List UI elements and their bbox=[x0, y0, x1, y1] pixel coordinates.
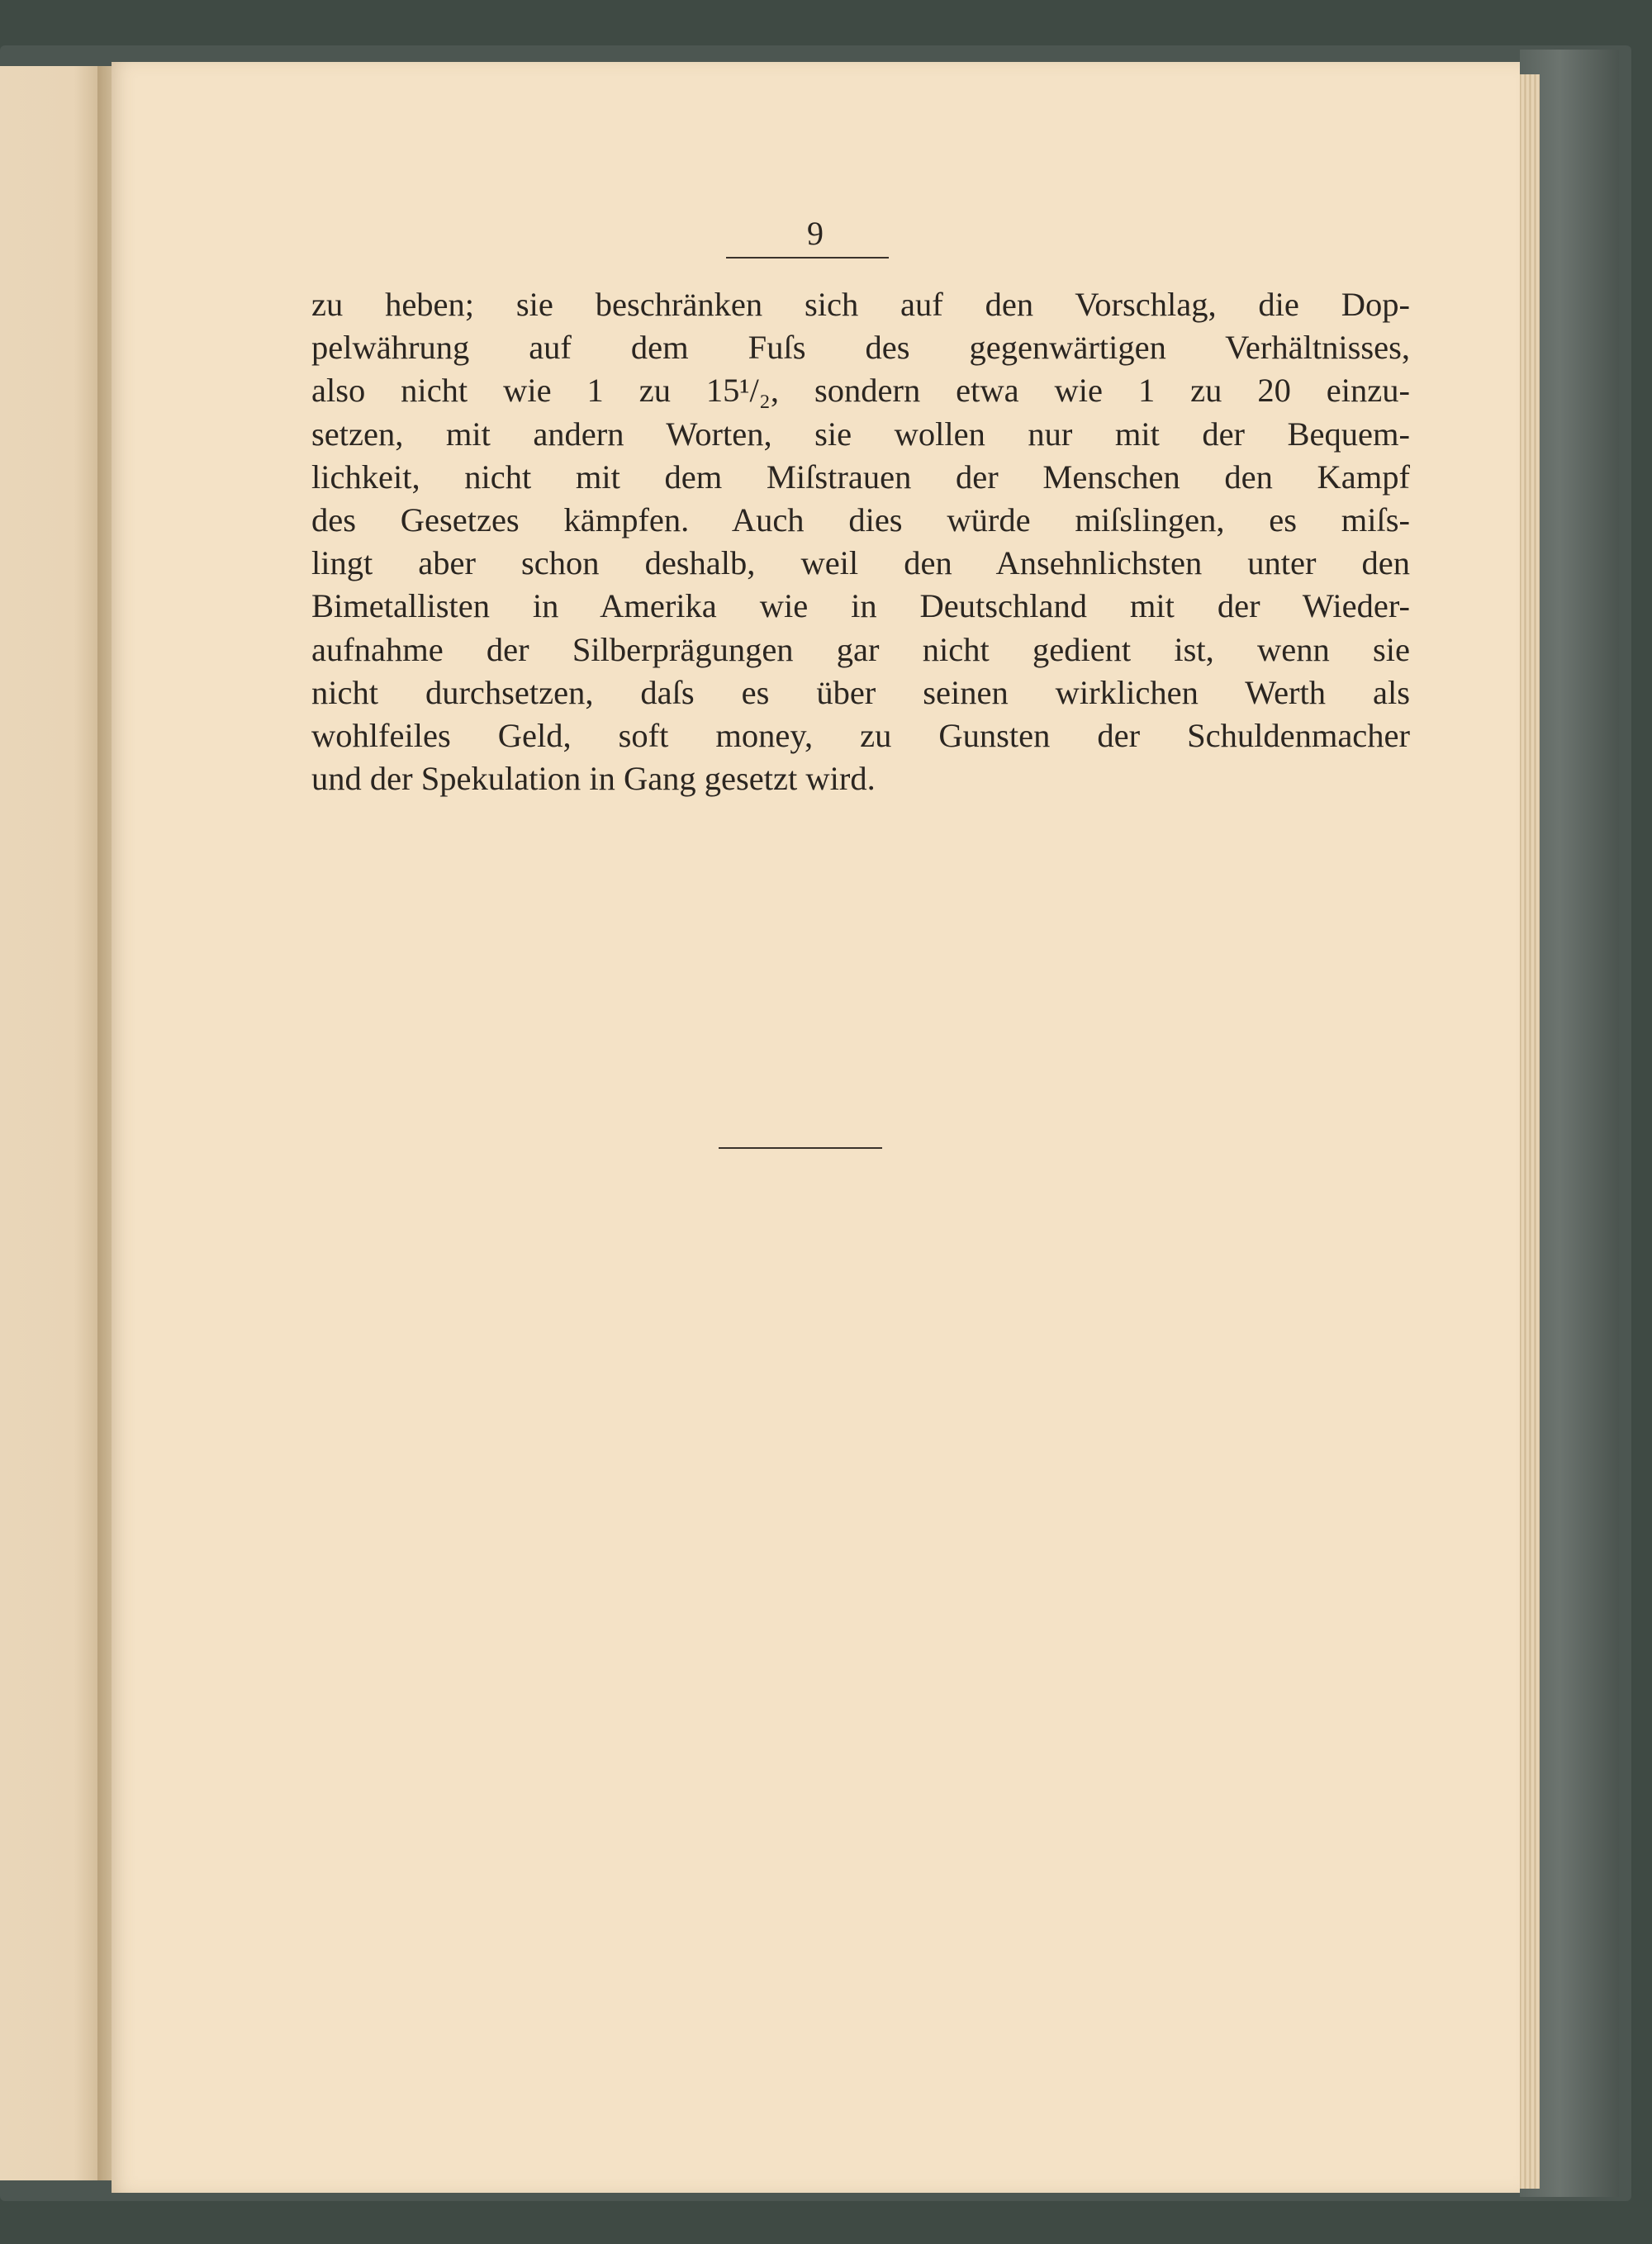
text-line: Bimetallisten in Amerika wie in Deutschland mit der Wieder- bbox=[311, 587, 1410, 625]
text-line-last: und der Spekulation in Gang gesetzt wird. bbox=[311, 760, 876, 798]
text-line: setzen, mit andern Worten, sie wollen nur mit der Bequem- bbox=[311, 415, 1410, 453]
text-line: also nicht wie 1 zu 15¹/₂, sondern etwa wie 1 zu 20 einzu- bbox=[311, 372, 1410, 410]
header-rule bbox=[726, 257, 889, 259]
text-line: zu heben; sie beschränken sich auf den Vorschlag, die Dop- bbox=[311, 286, 1410, 323]
end-rule bbox=[719, 1147, 882, 1149]
text-line: lichkeit, nicht mit dem Miſstrauen der Menschen den Kampf bbox=[311, 458, 1410, 496]
left-page-edge bbox=[0, 66, 106, 2180]
text-line: des Gesetzes kämpfen. Auch dies würde miſslingen, es miſs- bbox=[311, 501, 1410, 539]
body-paragraph bbox=[311, 283, 1410, 800]
text-line: lingt aber schon deshalb, weil den Ansehnlichsten unter den bbox=[311, 544, 1410, 582]
page-number: 9 bbox=[807, 215, 824, 252]
text-line: nicht durchsetzen, daſs es über seinen wirklichen Werth als bbox=[311, 673, 1410, 711]
text-line: pelwährung auf dem Fuſs des gegenwärtigen Verhältnisses, bbox=[311, 329, 1410, 367]
text-line: aufnahme der Silberprägungen gar nicht gedient ist, wenn sie bbox=[311, 630, 1410, 668]
right-page bbox=[112, 62, 1520, 2193]
text-line: wohlfeiles Geld, soft money, zu Gunsten der Schuldenmacher bbox=[311, 717, 1410, 755]
